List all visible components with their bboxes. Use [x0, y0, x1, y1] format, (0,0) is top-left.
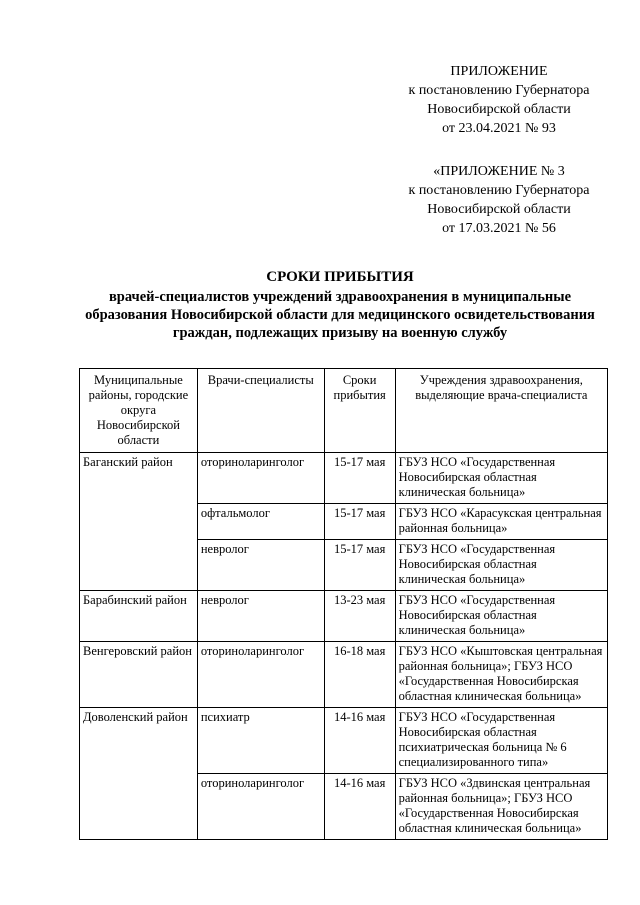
appendix-ref-line: к постановлению Губернатора	[408, 183, 590, 198]
cell-institution: ГБУЗ НСО «Государственная Новосибирская областная психиатрическая больница № 6 специализированного типа»	[395, 708, 607, 774]
cell-institution: ГБУЗ НСО «Здвинская центральная районная больница»; ГБУЗ НСО «Государственная Новосибирская областная клиническая больница»	[395, 774, 607, 840]
header-district: Муниципальные районы, городские округа Новосибирской области	[80, 369, 198, 453]
cell-dates: 16-18 мая	[324, 642, 395, 708]
cell-doctor: психиатр	[197, 708, 324, 774]
cell-institution: ГБУЗ НСО «Государственная Новосибирская областная клиническая больница»	[395, 540, 607, 591]
cell-dates: 14-16 мая	[324, 708, 395, 774]
cell-district: Венгеровский район	[80, 642, 198, 708]
schedule-table	[79, 368, 608, 840]
document-title	[60, 268, 620, 342]
appendix-header-original	[385, 162, 613, 238]
table-row	[80, 642, 608, 708]
cell-doctor: оториноларинголог	[197, 453, 324, 504]
cell-institution: ГБУЗ НСО «Карасукская центральная районная больница»	[395, 504, 607, 540]
table-header-row	[80, 369, 608, 453]
cell-district: Барабинский район	[80, 591, 198, 642]
appendix-region-line: Новосибирской области	[427, 202, 571, 217]
title-subtitle-line-2: образования Новосибирской области для медицинского освидетельствования	[85, 307, 595, 323]
cell-doctor: офтальмолог	[197, 504, 324, 540]
cell-institution: ГБУЗ НСО «Государственная Новосибирская областная клиническая больница»	[395, 453, 607, 504]
appendix-header-current	[385, 62, 613, 138]
cell-doctor: оториноларинголог	[197, 774, 324, 840]
appendix-label: ПРИЛОЖЕНИЕ	[450, 64, 548, 79]
cell-doctor: невролог	[197, 540, 324, 591]
table-row	[80, 708, 608, 774]
appendix-date-line: от 23.04.2021 № 93	[442, 121, 556, 136]
cell-district: Баганский район	[80, 453, 198, 591]
title-subtitle-line-1: врачей-специалистов учреждений здравоохранения в муниципальные	[108, 289, 572, 305]
cell-dates: 15-17 мая	[324, 453, 395, 504]
cell-institution: ГБУЗ НСО «Кыштовская центральная районная больница»; ГБУЗ НСО «Государственная Новосибирская областная клиническая больница»	[395, 642, 607, 708]
appendix-region-line: Новосибирской области	[427, 102, 571, 117]
title-main: СРОКИ ПРИБЫТИЯ	[266, 269, 414, 285]
header-dates: Сроки прибытия	[324, 369, 395, 453]
cell-institution: ГБУЗ НСО «Государственная Новосибирская областная клиническая больница»	[395, 591, 607, 642]
title-subtitle-line-3: граждан, подлежащих призыву на военную службу	[172, 325, 508, 341]
cell-doctor: невролог	[197, 591, 324, 642]
appendix-date-line: от 17.03.2021 № 56	[442, 221, 556, 236]
cell-doctor: оториноларинголог	[197, 642, 324, 708]
header-doctors: Врачи-специалисты	[197, 369, 324, 453]
cell-district: Доволенский район	[80, 708, 198, 840]
header-institutions: Учреждения здравоохранения, выделяющие врача-специалиста	[395, 369, 607, 453]
cell-dates: 15-17 мая	[324, 540, 395, 591]
table-row	[80, 453, 608, 504]
appendix-label: «ПРИЛОЖЕНИЕ № 3	[433, 164, 565, 179]
table-row	[80, 591, 608, 642]
cell-dates: 14-16 мая	[324, 774, 395, 840]
appendix-ref-line: к постановлению Губернатора	[408, 83, 590, 98]
cell-dates: 15-17 мая	[324, 504, 395, 540]
cell-dates: 13-23 мая	[324, 591, 395, 642]
